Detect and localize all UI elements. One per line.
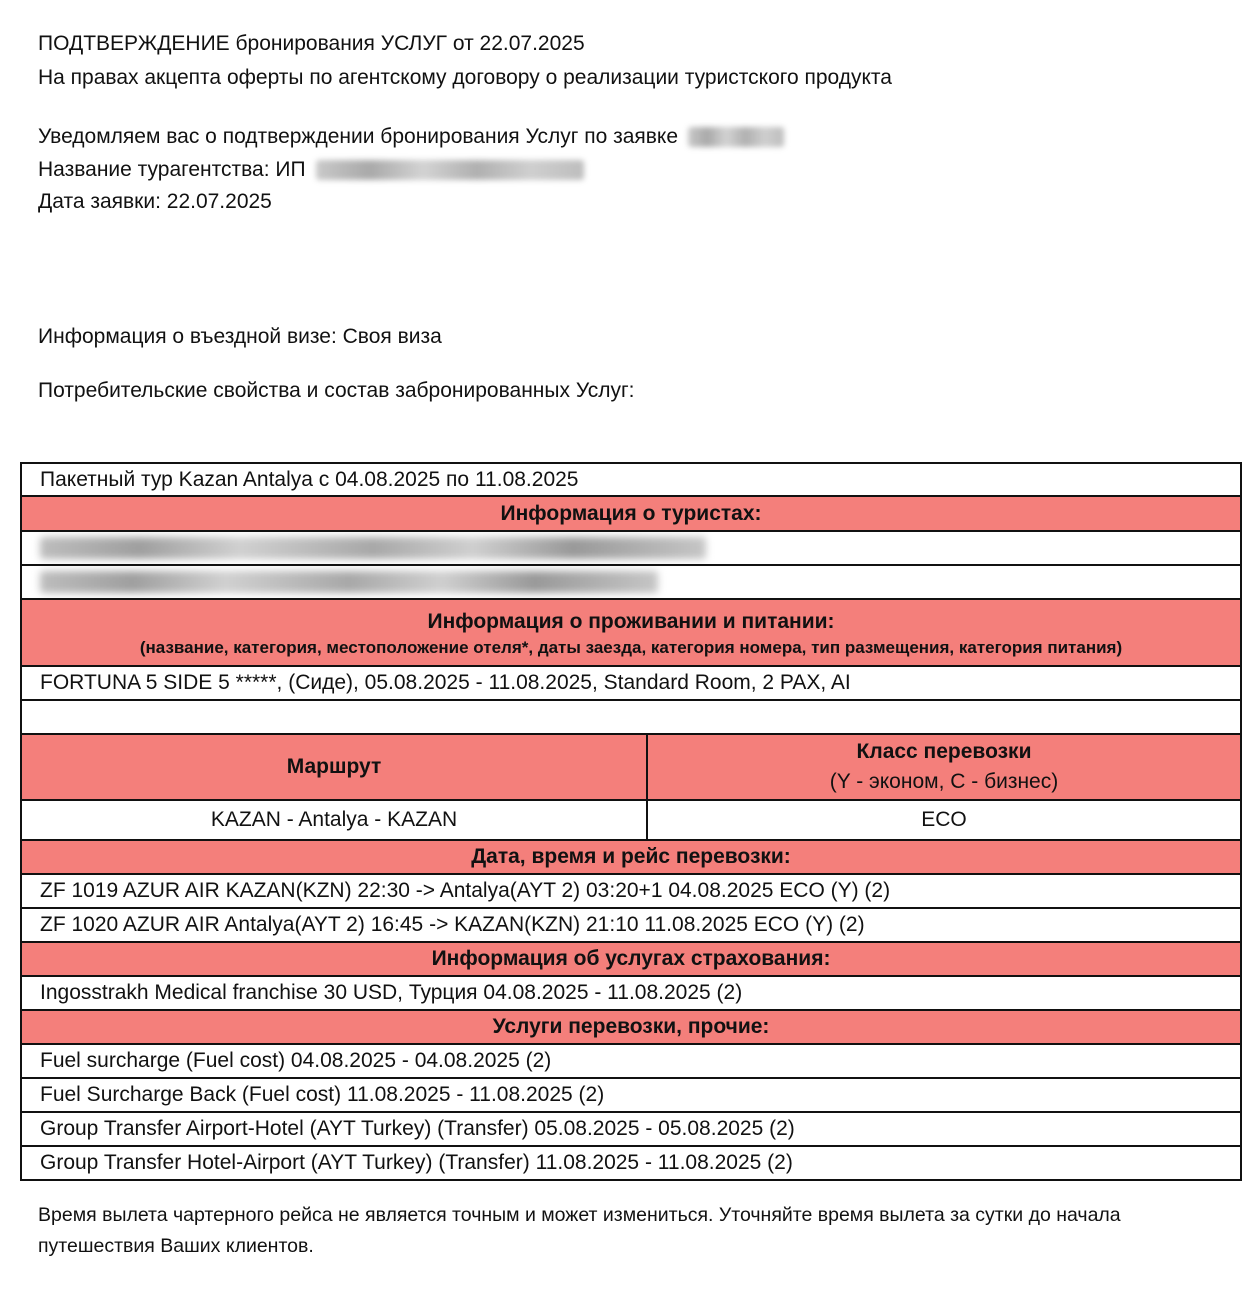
hotel-row: FORTUNA 5 SIDE 5 *****, (Сиде), 05.08.2025 - 11.08.2025, Standard Room, 2 PAX, AI (21, 666, 1241, 700)
class-value: ECO (647, 800, 1241, 840)
other-services-header: Услуги перевозки, прочие: (21, 1010, 1241, 1044)
accommodation-header-note: (название, категория, местоположение отеля*, даты заезда, категория номера, тип размещения, категория питания) (139, 637, 1123, 657)
services-intro: Потребительские свойства и состав забронированных Услуг: (38, 379, 635, 402)
class-header-note: (Y - эконом, C - бизнес) (829, 770, 1059, 793)
flight-row: ZF 1019 AZUR AIR KAZAN(KZN) 22:30 -> Antalya(AYT 2) 03:20+1 04.08.2025 ECO (Y) (2) (21, 874, 1241, 908)
request-date: Дата заявки: 22.07.2025 (38, 190, 272, 213)
other-service-row: Fuel Surcharge Back (Fuel cost) 11.08.2025 - 11.08.2025 (2) (21, 1078, 1241, 1112)
class-header (647, 734, 1241, 800)
redacted-tourist-1 (40, 537, 706, 559)
agency-name (38, 157, 584, 183)
services-table (20, 462, 1242, 1181)
empty-row (21, 700, 1241, 734)
accommodation-header-title: Информация о проживании и питании: (427, 609, 835, 633)
route-value: KAZAN - Antalya - KAZAN (21, 800, 647, 840)
route-header: Маршрут (21, 734, 647, 800)
visa-info: Информация о въездной визе: Своя виза (38, 325, 442, 348)
booking-notice-text: Уведомляем вас о подтверждении бронирования Услуг по заявке (38, 125, 679, 148)
tourist-row-redacted (21, 531, 1241, 565)
package-row: Пакетный тур Kazan Antalya с 04.08.2025 по 11.08.2025 (21, 463, 1241, 496)
footer-note: Время вылета чартерного рейса не является точным и может измениться. Уточняйте время вылета за сутки до начала путешествия Ваших клиентов. (38, 1204, 1121, 1257)
tourist-row-redacted (21, 565, 1241, 599)
flight-row: ZF 1020 AZUR AIR Antalya(AYT 2) 16:45 -> KAZAN(KZN) 21:10 11.08.2025 ECO (Y) (2) (21, 908, 1241, 942)
flights-header: Дата, время и рейс перевозки: (21, 840, 1241, 874)
accommodation-header (21, 599, 1241, 666)
document-title: ПОДТВЕРЖДЕНИЕ бронирования УСЛУГ от 22.07.2025 (38, 32, 585, 55)
booking-notice (38, 124, 784, 150)
insurance-header: Информация об услугах страхования: (21, 942, 1241, 976)
class-header-title: Класс перевозки (856, 740, 1032, 763)
other-service-row: Fuel surcharge (Fuel cost) 04.08.2025 - 04.08.2025 (2) (21, 1044, 1241, 1078)
redacted-tourist-2 (40, 571, 658, 593)
other-service-row: Group Transfer Hotel-Airport (AYT Turkey) (Transfer) 11.08.2025 - 11.08.2025 (2) (21, 1146, 1241, 1180)
other-service-row: Group Transfer Airport-Hotel (AYT Turkey) (Transfer) 05.08.2025 - 05.08.2025 (2) (21, 1112, 1241, 1146)
agency-name-label: Название турагентства: ИП (38, 158, 306, 181)
redacted-request-number (688, 127, 784, 147)
redacted-agency-name (316, 160, 584, 180)
insurance-row: Ingosstrakh Medical franchise 30 USD, Турция 04.08.2025 - 11.08.2025 (2) (21, 976, 1241, 1010)
document-subtitle: На правах акцепта оферты по агентскому договору о реализации туристского продукта (38, 66, 892, 89)
tourists-header: Информация о туристах: (21, 496, 1241, 531)
